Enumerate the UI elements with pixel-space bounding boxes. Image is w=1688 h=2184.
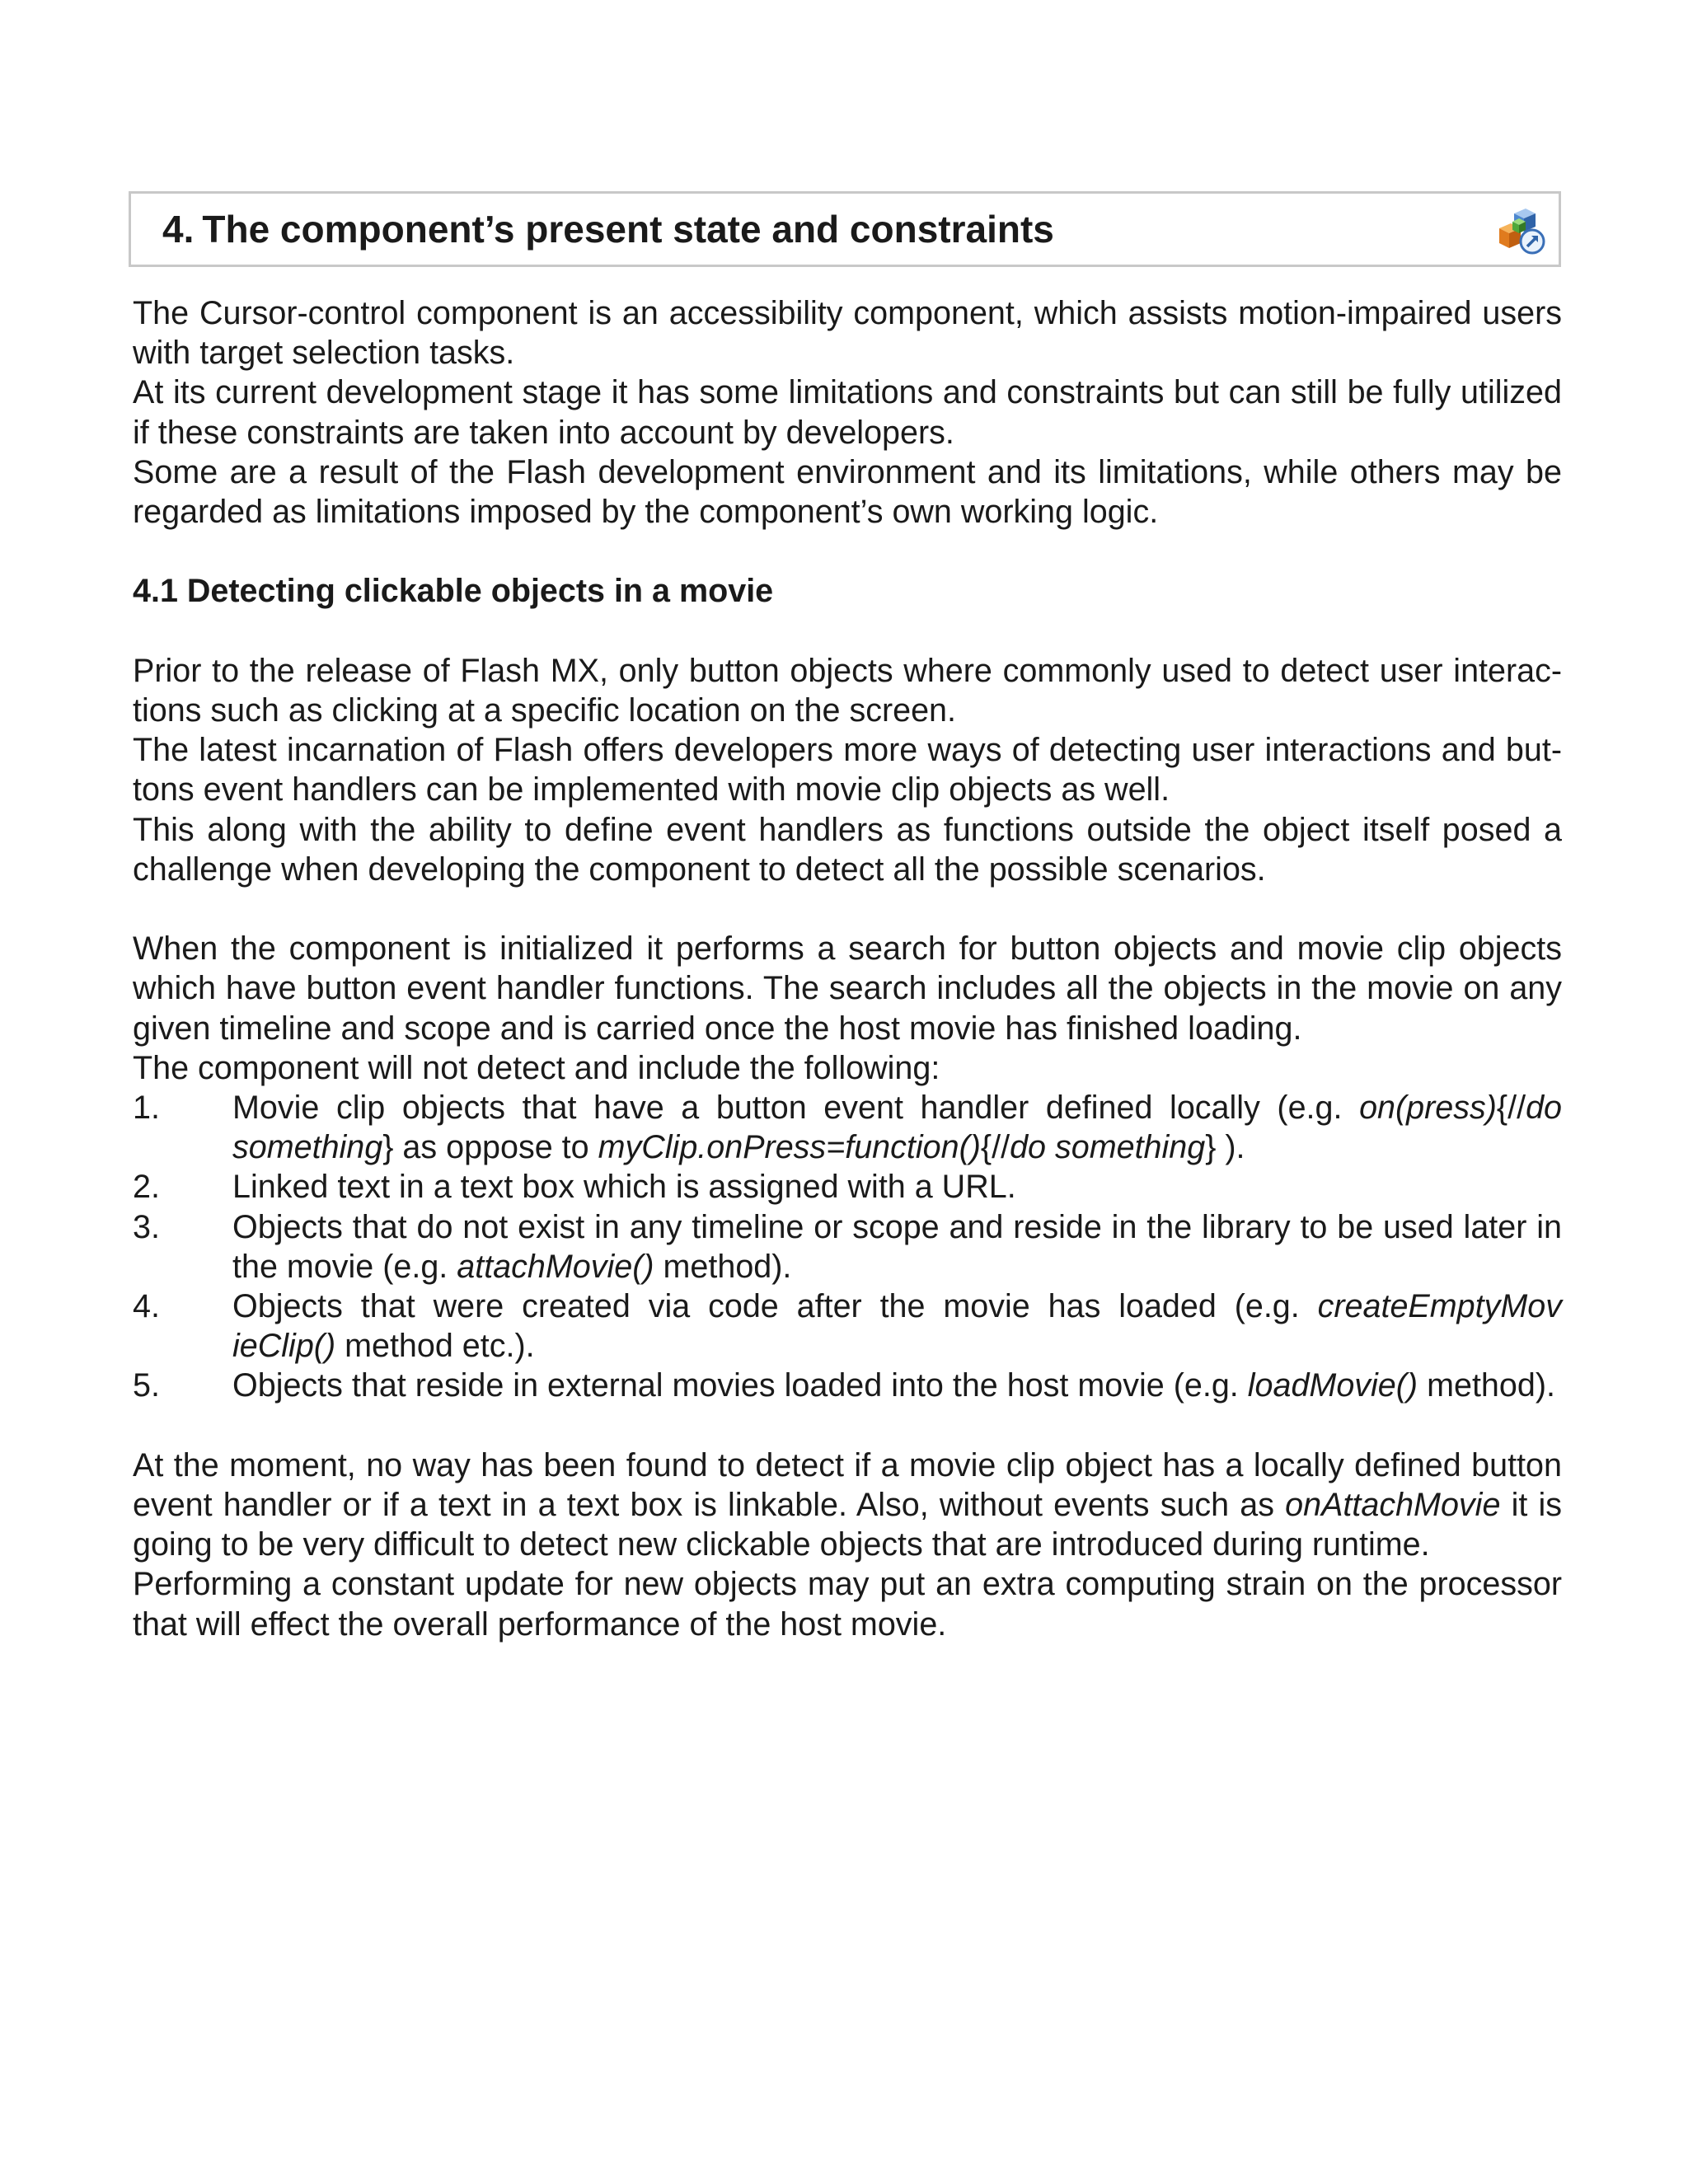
intro-paragraph-2: At its current development stage it has some limitations and constraints but can still be fully utilized if these constraints are taken into account by developers. [133, 374, 1562, 451]
spacer [133, 612, 1562, 651]
list-item-text: method). [1418, 1367, 1555, 1404]
paragraph-text: At the moment, no way has been found to detect if a movie clip object has a locally defined button event handler or if a text in a text box is linkable. Also, without events such as [133, 1446, 1562, 1524]
intro-paragraph-1: The Cursor-control component is an accessibility component, which assists motion-impaired users with target selection tasks. [133, 295, 1562, 372]
section-paragraph-5: The component will not detect and include the following: [133, 1049, 940, 1086]
spacer [133, 532, 1562, 571]
list-item-number: 2. [133, 1169, 160, 1206]
list-item-text: Objects that do not exist in any timeline or scope and reside in the library to be used later in the movie (e.g. [232, 1208, 1562, 1285]
list-item-text: Objects that reside in external movies loaded into the host movie (e.g. [232, 1367, 1248, 1404]
list-item [133, 1167, 1562, 1207]
list-item-number: 5. [133, 1367, 160, 1404]
code-term: do something [1010, 1129, 1206, 1166]
section-heading [162, 205, 1054, 253]
section-paragraph-2: The latest incarnation of Flash offers developers more ways of detecting user interactions and but-tons event handlers can be implemented with movie clip objects as well. [133, 732, 1562, 808]
list-item-text: Movie clip objects that have a button event handler defined locally (e.g. [232, 1090, 1360, 1127]
spacer [133, 889, 1562, 929]
section-paragraph-4: When the component is initialized it performs a search for button objects and movie clip objects which have button event handler functions. The search includes all the objects in the movie on any given timeline and scope and is carried once the host movie has finished loading. [133, 930, 1562, 1047]
list-item [133, 1286, 1562, 1366]
intro-paragraph-3: Some are a result of the Flash development environment and its limitations, while others may be regarded as limitations imposed by the component’s own working logic. [133, 453, 1562, 531]
list-item-text: } as oppose to [382, 1129, 598, 1166]
list-item [133, 1088, 1562, 1167]
list-item [133, 1207, 1562, 1286]
list-item-text: Linked text in a text box which is assigned with a URL. [232, 1169, 1016, 1206]
code-term: myClip.onPress=function() [598, 1129, 981, 1166]
list-item-text: Objects that were created via code after the movie has loaded (e.g. [232, 1288, 1318, 1325]
section-paragraph-3: This along with the ability to define event handlers as functions outside the object itself posed a challenge when developing the component to detect all the possible scenarios. [133, 811, 1562, 888]
component-icon [1494, 204, 1547, 256]
code-term: do something [232, 1090, 1562, 1166]
code-term: onAttachMovie [1285, 1487, 1501, 1524]
code-term: attachMovie() [457, 1248, 654, 1285]
list-item-number: 4. [133, 1288, 160, 1325]
list-item-number: 3. [133, 1208, 160, 1245]
list-item-text: method etc.). [335, 1328, 535, 1365]
section-number: 4. [162, 208, 195, 251]
list-item-text: } ). [1205, 1129, 1245, 1166]
code-term: on(press) [1359, 1090, 1497, 1127]
section-paragraph-7: Performing a constant update for new objects may put an extra computing strain on the processor that will effect the overall performance of the host movie. [133, 1566, 1562, 1643]
section-heading-box [129, 191, 1561, 267]
code-term: loadMovie() [1247, 1367, 1418, 1404]
list-item-number: 1. [133, 1090, 160, 1127]
section-paragraph-6 [133, 1446, 1562, 1565]
list-item [133, 1366, 1562, 1405]
list-item-text: {// [980, 1129, 1010, 1166]
document-body [133, 293, 1562, 1644]
code-term: createEmptyMov ieClip() [232, 1288, 1562, 1365]
list-item-text: method). [654, 1248, 792, 1285]
list-item-text: {// [1496, 1090, 1526, 1127]
exclusions-list [133, 1088, 1562, 1406]
subsection-heading: 4.1 Detecting clickable objects in a movie [133, 573, 774, 610]
spacer [133, 1406, 1562, 1446]
section-title: The component’s present state and constraints [202, 208, 1054, 251]
section-paragraph-1: Prior to the release of Flash MX, only button objects where commonly used to detect user interac-tions such as clicking at a specific location on the screen. [133, 652, 1562, 729]
paragraph-text: it is going to be very difficult to detect new clickable objects that are introduced during runtime. [133, 1487, 1562, 1563]
